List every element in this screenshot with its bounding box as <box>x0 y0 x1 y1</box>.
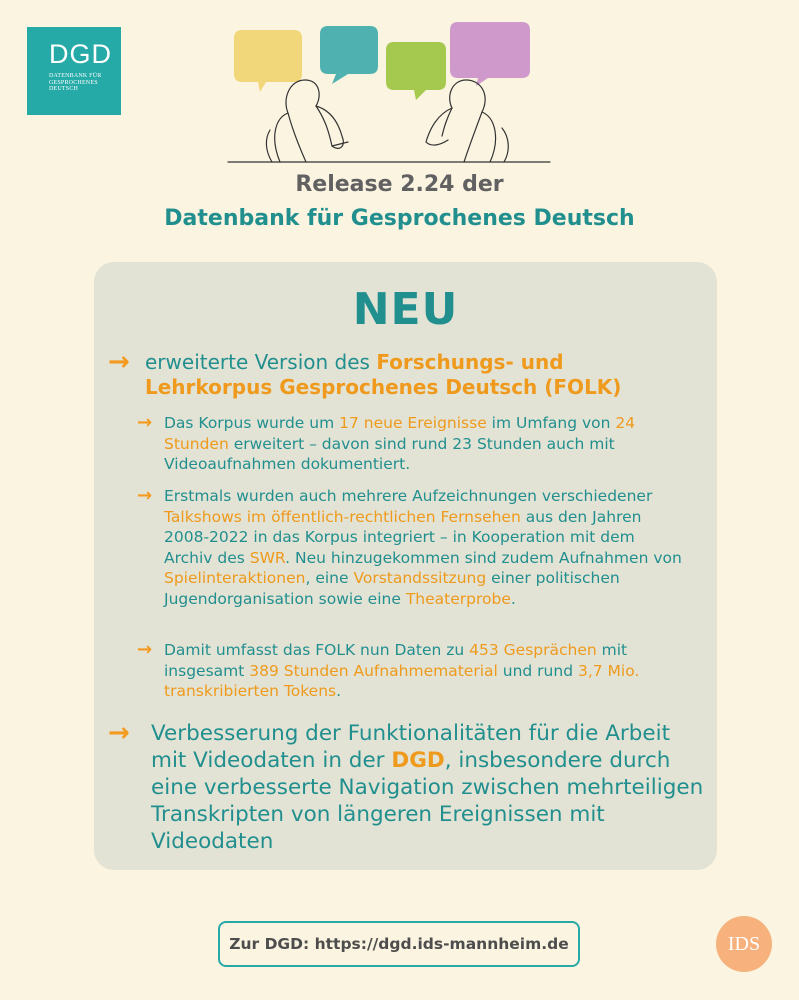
list-item-video-features: Verbesserung der Funktionalitäten für die Arbeit mit Videodaten in der DGD, insbesondere durch eine verbesserte Navigation zwischen mehrteiligen Transkripten von längeren Ereignissen mit Videodaten <box>151 721 704 854</box>
speech-bubble-teal <box>320 26 378 84</box>
neu-heading: NEU <box>352 284 459 335</box>
speech-bubble-green <box>386 42 446 100</box>
dgd-highlight: DGD <box>391 748 445 773</box>
speech-bubble-yellow <box>234 30 302 92</box>
release-heading: Release 2.24 der <box>295 172 504 197</box>
speech-bubbles-icon <box>234 22 530 100</box>
news-card <box>94 262 717 870</box>
conversation-illustration <box>220 18 570 168</box>
dgd-logo-abbr: DGD <box>49 39 112 69</box>
people-line-drawing <box>228 80 550 162</box>
ids-logo: IDS <box>716 916 772 972</box>
speech-bubble-purple <box>450 22 530 86</box>
arrow-right-icon: → <box>108 347 130 377</box>
folk-highlight: Forschungs- und Lehrkorpus Gesprochenes Deutsch (FOLK) <box>145 350 622 399</box>
dgd-link[interactable]: Zur DGD: https://dgd.ids-mannheim.de <box>218 921 580 967</box>
dgd-logo <box>27 27 121 115</box>
sub-item-new-events: Das Korpus wurde um 17 neue Ereignisse im Umfang von 24 Stunden erweitert – davon sind rund 23 Stunden auch mit Videoaufnahmen dokumentiert. <box>164 414 636 473</box>
list-item-folk: erweiterte Version des Forschungs- und Lehrkorpus Gesprochenes Deutsch (FOLK) <box>145 350 622 399</box>
arrow-right-icon: → <box>137 485 153 506</box>
arrow-right-icon: → <box>108 718 130 748</box>
sub-item-talkshows: Erstmals wurden auch mehrere Aufzeichnungen verschiedener Talkshows im öffentlich-rechtlichen Fernsehen aus den Jahren 2008-2022 in das Korpus integriert – in Kooperation mit dem Archiv des SWR. Neu hinzugekommen sind zudem Aufnahmen von Spielinteraktionen, eine Vorstandssitzung einer politischen Jugendorganisation sowie eine Theaterprobe. <box>164 487 682 608</box>
sub-item-folk-totals: Damit umfasst das FOLK nun Daten zu 453 Gesprächen mit insgesamt 389 Stunden Aufnahmematerial und rund 3,7 Mio. transkribierten Tokens. <box>164 641 640 700</box>
dgd-logo-fullname: DATENBANK FÜR GESPROCHENES DEUTSCH <box>49 73 102 92</box>
arrow-right-icon: → <box>137 639 153 660</box>
arrow-right-icon: → <box>137 412 153 433</box>
database-title: Datenbank für Gesprochenes Deutsch <box>164 206 635 231</box>
